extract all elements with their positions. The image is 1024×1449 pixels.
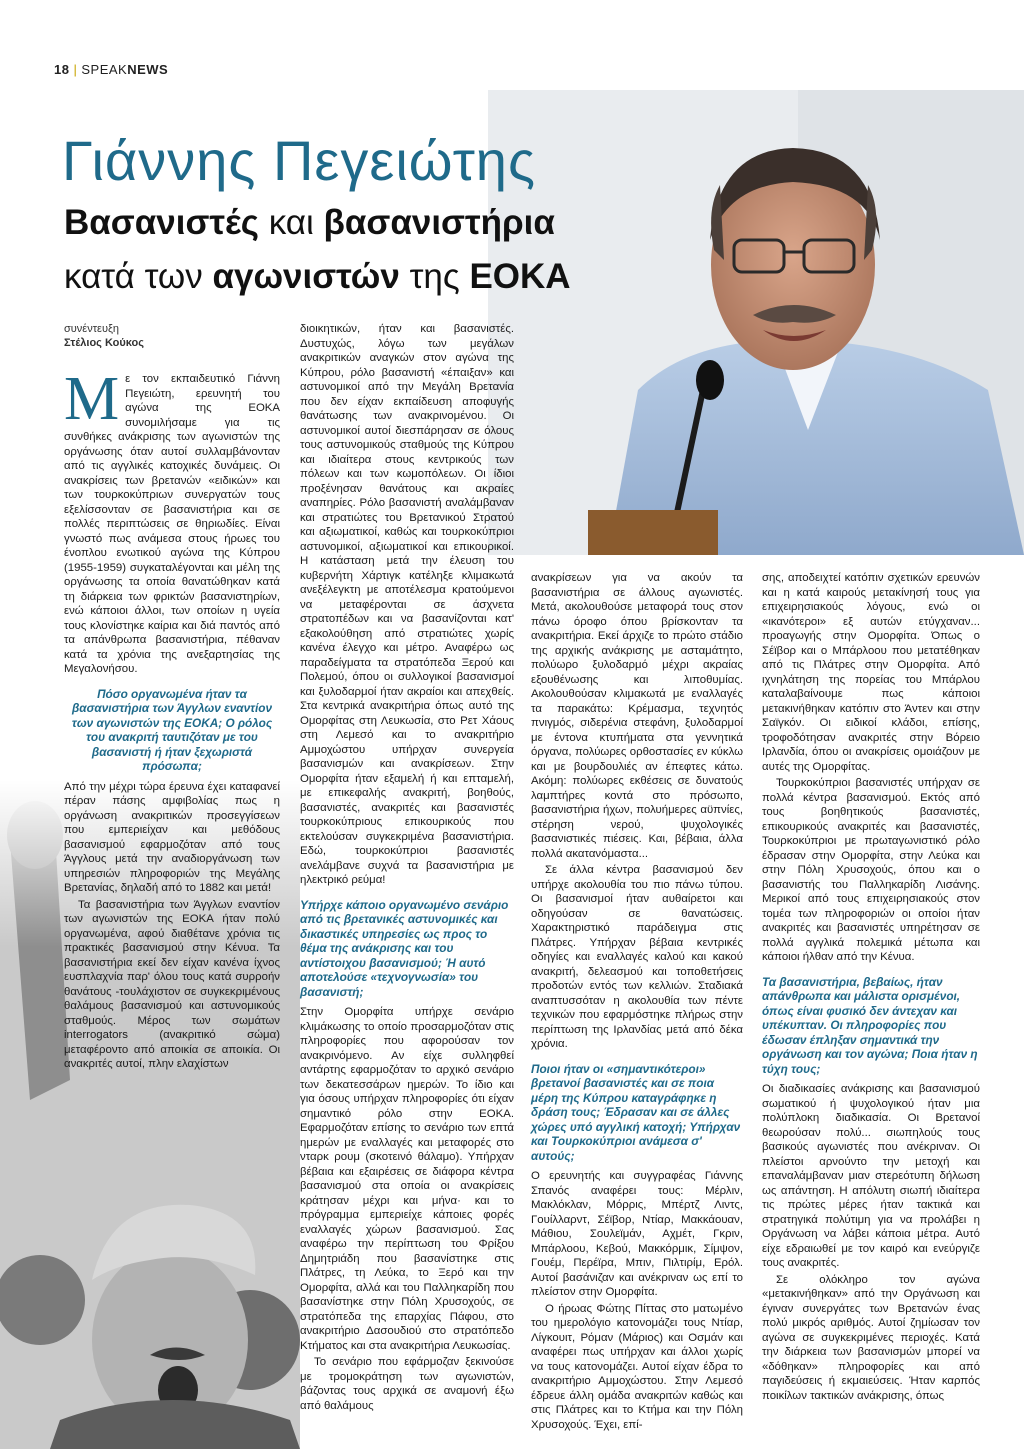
text-column-2 <box>300 322 514 1415</box>
question-heading: Πόσο οργανωμένα ήταν τα βασανιστήρια των Άγγλων εναντίον των αγωνιστών της ΕΟΚΑ; Ο ρόλος του ανακριτή ταυτιζόταν με του βασανιστή ή ήταν ξεχωριστά πρόσωπα; <box>71 686 273 773</box>
answer-paragraph: ανακρίσεων για να ακούν τα βασανιστήρια σε άλλους αγωνιστές. Μετά, ακολουθούσε μεταφορά τους στον πάνω όροφο όπου βρίσκονταν τα ανακριτήρια. Εκεί άρχιζε το πρώτο στάδιο της αρχικής ανάκρισης με ασταμάτητο, πολύωρο ξυλοδαρμό μέχρι ακραίας εξουθένωσης και λιποθυμίας. Ακολουθούσαν κλιμακωτά με εναλλαγές τα παρακάτω: Κρέμασμα, τεχνητός πνιγμός, σιδερένια στεφάνη, ξυλοδαρμοί με έντονα κτυπήματα στα γεννητικά όργανα, πολύωρες ορθοστασίες εν κύκλω και με βουρδουλιές αν έπεφτες κάτω. Ακόμη: πολύωρες εκθέσεις σε δυνατούς λαμπτήρες κοντά στο πρόσωπο, βασανιστήρια ήχων, πολυήμερες αϋπνίες, στέρηση νερού, ψυχολογικές βασανιστικές πιέσεις. Και, βέβαια, άλλα πολλά ακατανόμαστα... <box>531 572 743 860</box>
answer-paragraph: Τα βασανιστήρια των Άγγλων εναντίον των αγωνιστών της ΕΟΚΑ ήταν πολύ οργανωμένα, αφού διαθέτανε χρόνια τις πρακτικές βασανισμού στην Κένυα. Τα βασανιστήρια εκεί δεν είχαν κανένα ίχνος ευσπλαχνία παρ' όλου τους κατά συρροήν θανάτους -τουλάχιστον σε συγκεκριμένους θαλάμους βασανισμού και αστυνομικούς σταθμούς. Μέρος των σωμάτων interrogators (ανακριτικό σώμα) μεταφέροντο από αποικία σε αποικία. Οι ανακριτές αυτοί, πλην ελαχίστων <box>64 898 280 1070</box>
text-column-4 <box>762 571 980 1405</box>
drop-cap: Μ <box>64 365 120 433</box>
brand-speak: SPEAK <box>81 62 128 77</box>
answer-paragraph: σης, αποδειχτεί κατόπιν σχετικών ερευνών και η κατά καιρούς μετακίνησή τους για επιχειρησιακούς λόγους, ενώ οι «ικανότεροι» εξ αυτών ετύγχαναν... προαγωγής στην Ομορφίτα. Όπως ο Σέϊβορ και ο Μπάρλοου που μετατέθηκαν από τις Πλάτρες στην Ομορφίτα. Από ιχνηλάτηση της πορείας του Μπάρλου καταλαβαίνουμε πως κάποιοι μετακινήθηκαν κατόπιν στο Άντεν και στην Σαϊγκόν. Οι ειδικοί κλάδοι, επίσης, τροφοδότησαν ανακριτές στην Βόρειο Ιρλανδία, όπου οι ανακρίσεις ομοιάζουν με αυτές της Ομορφίτας. <box>762 572 980 773</box>
answer-paragraph: διοικητικών, ήταν και βασανιστές. Δυστυχώς, λόγω των μεγάλων ανακριτικών αναγκών στον αγώνα της Κύπρου, ρόλο βασανιστή «έπαιξαν» και αστυνομικοί από την Μεγάλη Βρετανία που δεν είχαν εκπαίδευση αποφυγής θανάτωσης των ανακρινομένου. Οι αστυνομικοί αυτοί διεσπάρησαν σε όλους τους αστυνομικούς σταθμούς της Κύπρου και ιδιαίτερα στους κεντρικούς των πόλεων και των κωμοπόλεων. Οι ίδιοι προξένησαν θανάτους και ακραίες αναπηρίες. Ρόλο βασανιστή αναλάμβαναν και στρατιώτες του Βρετανικού Στρατού και αξιωματικοί, καθώς και τουρκοκύπριοι αστυνομικοί, αξιωματικοί και επικουρικοί. Η κατάσταση μετά την έλευση του κυβερνήτη Χάρτιγκ κατέληξε κλιμακωτά ανεξέλεγκτη με αποτέλεσμα κρατούμενοι να μεταφέρονται σε άσχνετα στρατοπέδων και να βασανίζονται κατ' εξακολούθηση από στρατιώτες χωρίς κανένα έλεγχο και μέτρο. Αναφέρω ως παραδείγματα τα στρατόπεδα Ξερού και Πολεμού, όπου οι συλλογικοί βασανισμοί και ξυλοδαρμοί ήταν ακραίοι και απεχθείς. Στα κεντρικά ανακριτήρια όπως αυτό της Ομορφίτας στη Λευκωσία, στο Ρετ Χάους στη Λεμεσό και το ανακριτήριο Αμμοχώστου υπήρχαν συνεργεία βασανισμών και ανακρίσεων. Στην Ομορφίτα ήταν εξαμελή ή και επταμελή, με επικεφαλής ανακριτή, βοηθούς, βασανιστές, ανακριτές και βασανιστές τουρκοκύπριους επικουρικούς που εκτελούσαν συγκεκριμένα βασανιστήρια. Εδώ, τουρκοκύπριοι βασανιστές ανελάμβανε συχνά τα βασανιστήρια με ηλεκτρικό ρεύμα! <box>300 323 514 886</box>
page-header <box>54 62 168 77</box>
intro-paragraph: Με τον εκπαιδευτικό Γιάννη Πεγειώτη, ερευνητή του αγώνα της ΕΟΚΑ συνομιλήσαμε για τις συνθήκες ανάκρισης των αγωνιστών της οργάνωσης όταν αυτοί συλλαμβάνονταν από τις αγγλικές κατοχικές δυνάμεις. Οι ανακρίσεις των βρετανών «ειδικών» και των τουρκοκύπριων συνεργατών τους εξελίσσονταν σε βασανιστήρια και σε πολλές περιπτώσεις σε θηριωδίες. Είναι γνωστό πως ανάμεσα στους ήρωες του ένοπλου ενωτικού αγώνα της Κύπρου (1955-1959) συγκαταλέγονται και μέλη της οργάνωσης τα οποία θανατώθηκαν κατά τη διάρκεια των φρικτών βασανιστηρίων, ενώ κάποιοι άλλοι, των οποίων η υγεία τους κλονίστηκε καίρια και διά παντός από τα απάνθρωπα βασανιστήρια, πέθαναν κατά τα χρόνια της ανεξαρτησίας της Μεγαλονήσου. <box>64 365 280 675</box>
answer-paragraph: Το σενάριο που εφάρμοζαν ξεκινούσε με τρομοκράτηση των αγωνιστών, βάζοντας τους αρχικά σε αναμονή έξω από θαλάμους <box>300 1356 514 1412</box>
byline-author: Στέλιος Κούκος <box>64 337 144 349</box>
brand-news: NEWS <box>127 62 169 77</box>
article-title: Γιάννης Πεγειώτης <box>62 129 536 192</box>
question-heading: Υπήρχε κάποιο οργανωμένο σενάριο από τις βρετανικές αστυνομικές και δικαστικές υπηρεσίες ως προς το θέμα της ανάκρισης και του αντίστοιχου βασανισμού; Ή αυτό αποτελούσε «τεχνογνωσία» του βασανιστή; <box>300 897 509 999</box>
text-column-1 <box>64 365 280 1074</box>
text-column-3 <box>531 571 743 1434</box>
answer-paragraph: Ο ερευνητής και συγγραφέας Γιάννης Σπανός αναφέρει τους: Μέρλιν, Μακλόκλαν, Μόρρις, Μπέρτζ Λιντς, Γουίλλαρντ, Σέϊβορ, Ντίαρ, Μακκάουαν, Μάθιου, Σουλεϊμάν, Αχμέτ, Γκριν, Μπάρλοου, Κεβού, Μακκόρμικ, Σίμψον, Γουέμ, Περέϊρα, Μπιν, Πιλτιρίμ, Ερόλ. Αυτοί βασάνιζαν και ανέκριναν ως επί το πλείστον στην Ομορφίτα. <box>531 1170 743 1298</box>
question-heading: Τα βασανιστήρια, βεβαίως, ήταν απάνθρωπα και μάλιστα ορισμένοι, όπως είναι φυσικό δεν άντεχαν και υπέκυπταν. Οι πληροφορίες που έδωσαν έπληξαν σημαντικά την οργάνωση και τον αγώνα; Ποια ήταν η τύχη τους; <box>762 974 978 1076</box>
header-divider: | <box>73 62 78 77</box>
question-heading: Ποιοι ήταν οι «σημαντικότεροι» βρετανοί βασανιστές και σε ποια μέρη της Κύπρου καταγράφηκε η δράση τους; Έδρασαν και σε άλλες χώρες υπό αγγλική κατοχή; Υπήρχαν και Τουρκοκύπριοι ανάμεσα σ' αυτούς; <box>531 1061 741 1163</box>
answer-paragraph: Οι διαδικασίες ανάκρισης και βασανισμού σωματικού ή ψυχολογικού ήταν μια πολύπλοκη διαδικασία. Οι Βρετανοί θεωρούσαν πολύ... σιωπηλούς τους βασικούς αγωνιστές που ανέκριναν. Οι πλείστοι αρνούντο την μετοχή και επαναλάμβαναν μιαν στερεότυπη δήλωση ως απάντηση. Η απόλυτη σιωπή ιδιαίτερα τις πρώτες μέρες ήταν τακτικά και στρατηγικά πολύτιμη για να προλάβει η Οργάνωση να λάβει κάποια μέτρα. Αυτό είχε εδραιωθεί με τον καιρό και ενεύργιζε τους ανακριτές. <box>762 1083 980 1269</box>
answer-paragraph: Στην Ομορφίτα υπήρχε σενάριο κλιμάκωσης το οποίο προσαρμοζόταν στις πληροφορίες που αφορούσαν τον ανακρινόμενο. Αν είχε συλληφθεί αντάρτης εφαρμοζόταν το αρχικό σενάριο των δεκατεσσάρων ημερών. Το ίδιο και για όσους υπήρχαν πληροφορίες ότι είχαν σημαντικό ρόλο στην ΕΟΚΑ. Εφαρμοζόταν επίσης το σενάριο των επτά ημερών με εναλλαγές και μεταφορές στο νταρκ ρουμ (σκοτεινό θάλαμο). Υπήρχαν βέβαια και εξαιρέσεις σε διάφορα κέντρα βασανισμού στα οποία οι ανακρίσεις κράτησαν μέχρι και μήνα· και το πρόγραμμα εμπεριείχε κάποιες φορές εναλλαγές χώρων βασανισμού. Σας αναφέρω την περίπτωση του Φρίξου Δημητριάδη που βασανίστηκε στις Πλάτρες, τη Λεύκα, το Ξερό και την Ομορφίτα, αλλά και του Παλληκαρίδη που βασανίστηκε στην Πόλη Χρυσοχούς, σε στρατόπεδα της επαρχίας Πάφου, στο ανακριτήριο Δασουδιού στο στρατόπεδο Κτήματος και στα ανακριτήρια Λευκωσίας. <box>300 1006 514 1352</box>
article-subtitle-line2: κατά των αγωνιστών της ΕΟΚΑ <box>64 257 571 296</box>
answer-paragraph: Από την μέχρι τώρα έρευνα έχει καταφανεί πέραν πάσης αμφιβολίας πως η οργάνωση ανακριτικών προσεγγίσεων που εμπεριείχαν και μεθόδους βασανισμού εφαρμοζόταν από τους Άγγλους μετά την αναδιοργάνωση των υπηρεσιών πληροφοριών της Μεγάλης Βρετανίας, δηλαδή από το 1882 και μετά! <box>64 780 280 894</box>
page-number: 18 <box>54 62 70 77</box>
answer-paragraph: Ο ήρωας Φώτης Πίττας στο ματωμένο του ημερολόγιο κατονομάζει τους Ντίαρ, Λίγκουιτ, Ρόμαν (Μάριος) και Οσμάν και αναφέρει πως υπήρχαν και άλλοι χωρίς να τους κατονομάζει. Αυτοί είχαν έδρα το ανακριτήριο Αμμοχώστου. Στην Λεμεσό έδρευε άλλη ομάδα ανακριτών καθώς και στις Πλάτρες και το Κτήμα και την Πόλη Χρυσοχούς. Έχει, επί- <box>531 1302 743 1431</box>
byline-label: συνέντευξη <box>64 323 120 335</box>
answer-paragraph: Σε ολόκληρο τον αγώνα «μετακινήθηκαν» από την Οργάνωση και έγιναν συνεργάτες των Βρετανών ένας πολύ μικρός αριθμός. Αυτοί ζημίωσαν τον αγώνα σε συγκεκριμένες περιοχές. Κατά την διάρκεια των βασανισμών μπορεί να «δόθηκαν» πληροφορίες και από παγιδεύσεις ή εκμαιεύσεις. Ήταν καρπός ποικίλων τακτικών ανάκρισης, όπως <box>762 1273 980 1402</box>
answer-paragraph: Τουρκοκύπριοι βασανιστές υπήρχαν σε πολλά κέντρα βασανισμού. Εκτός από τους βοηθητικούς βασανιστές, επικουρικούς ανακριτές και βασανιστές, Τουρκοκύπριοι με πρωταγωνιστικό ρόλο έδρασαν στην Ομορφίτα, στην Λεύκα και στην Πόλη Χρυσοχούς, όπου και ο βασανιστής του Παλληκαρίδη Λισάνης. Μερικοί από τους επιχειρησιακούς στον τομέα των πληροφοριών οι οποίοι ήταν ανακριτές και βασανιστές υπηρέτησαν σε πολλά αγγλικά πολεμικά μέτωπα και κάποιοι ήλθαν από την Κένυα. <box>762 777 980 963</box>
answer-paragraph: Σε άλλα κέντρα βασανισμού δεν υπήρχε ακολουθία του πιο πάνω τύπου. Οι βασανισμοί ήταν αυθαίρετοι και οδηγούσαν σε θανατώσεις. Χαρακτηριστικό παράδειγμα στις Πλάτρες. Υπήρχαν βέβαια κεντρικές οδηγίες και εναλλαγές καλού και κακού ανακριτή, δελεασμού και τοποθετήσεις προδοτών εντός των κελλιών. Σταδιακά αναπτυσσόταν η ακολουθία των πέντε τεχνικών που εφαρμόστηκε πλήρως στην περίπτωση της Ιρλανδίας μετά από δέκα χρόνια. <box>531 864 743 1050</box>
speaker-photo <box>488 90 1024 555</box>
article-subtitle-line1: Βασανιστές και βασανιστήρια <box>64 203 555 242</box>
byline <box>64 322 144 350</box>
